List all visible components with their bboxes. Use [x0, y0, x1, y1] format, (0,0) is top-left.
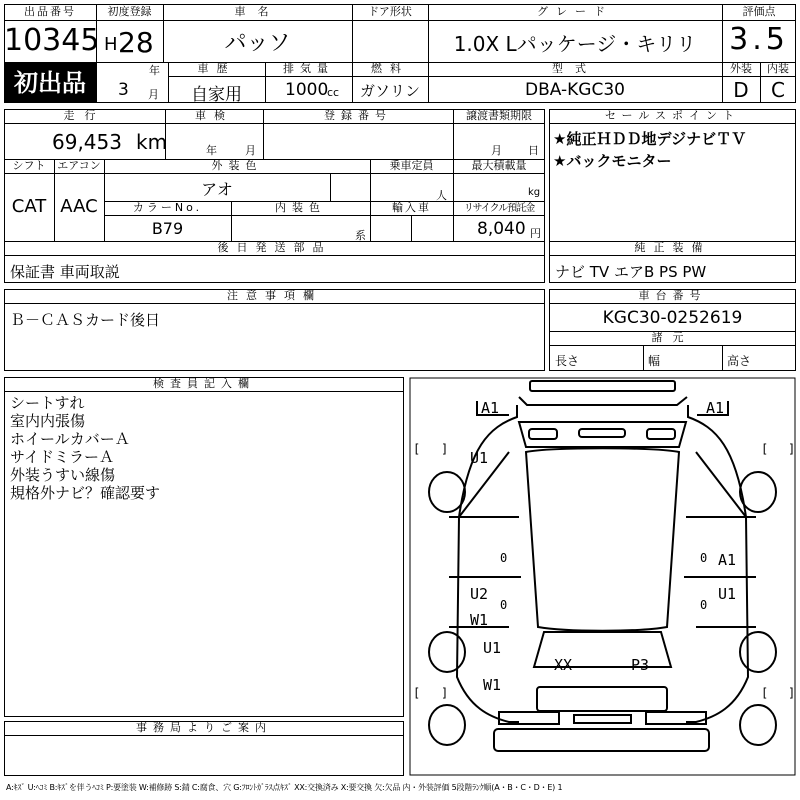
mileage: 69,453	[52, 130, 122, 154]
transfer-month-unit: 月	[491, 144, 502, 157]
mark-rear-left: XX	[554, 656, 573, 674]
color-number-label: カラーNo.	[132, 201, 203, 214]
vehicle-history: 自家用	[191, 85, 242, 105]
later-parts-label: 後日発送部品	[217, 241, 332, 254]
car-name: パッソ	[224, 31, 291, 56]
bracket-right-1: ]	[441, 442, 449, 456]
interior-label: 内装	[767, 62, 789, 75]
mark-left-rear-door-u2: U2	[470, 585, 489, 603]
length-label: 長さ	[555, 354, 580, 368]
mark-left-rear-fender-u1: U1	[483, 639, 502, 657]
shift-label: シフト	[12, 159, 46, 172]
fuel: ガソリン	[359, 82, 420, 100]
color-number: B79	[151, 219, 184, 238]
legend: A:ｷｽﾞ U:ﾍｺﾐ B:ｷｽﾞを伴うﾍｺﾐ P:要塗装 W:補修跡 S:錆 C:腐食、穴 G:ﾌﾛﾝﾄｶﾞﾗｽ点ｷｽﾞ XX:交換済み X:要交換 欠:欠品 内・外装評価 5段階ﾗﾝｸ順(A・B・C・D・E) 1	[6, 783, 563, 792]
bracket-left-4: [	[761, 686, 769, 700]
car-name-label: 車名	[234, 5, 281, 18]
recycle-label: リサイクル預託金	[463, 203, 535, 214]
door-label: ドア形状	[368, 5, 412, 18]
dimensions-label: 諸元	[651, 331, 694, 344]
mark-zero-right-front: 0	[700, 551, 708, 565]
color-label: 外装色	[211, 159, 263, 172]
yen-unit: 円	[530, 227, 541, 240]
max-load-label: 最大積載量	[471, 159, 527, 172]
displacement-unit: cc	[327, 86, 340, 99]
genuine-equipment-label: 純正装備	[634, 241, 711, 254]
fuel-label: 燃料	[371, 62, 409, 75]
history-label: 車歴	[197, 62, 236, 75]
model-code: DBA-KGC30	[525, 80, 625, 100]
bracket-right-2: ]	[788, 442, 796, 456]
registration-month: 3	[118, 80, 129, 100]
bracket-right-4: ]	[788, 686, 796, 700]
lot-number-label: 出品番号	[24, 5, 76, 18]
mark-front-right: A1	[706, 399, 725, 417]
transfer-label: 譲渡書類期限	[466, 109, 532, 122]
bracket-left-2: [	[761, 442, 769, 456]
sales-points-label: セールスポイント	[604, 109, 740, 122]
interior-color-unit: 系	[355, 229, 366, 242]
mark-zero-left-front: 0	[500, 551, 508, 565]
registration-year: 28	[118, 26, 154, 59]
mark-rear-right: P3	[631, 656, 650, 674]
month-unit: 月	[148, 88, 159, 101]
chassis-number: KGC30-0252619	[602, 308, 743, 328]
capacity-unit: 人	[436, 189, 447, 202]
width-label: 幅	[648, 354, 661, 368]
displacement-label: 排気量	[283, 62, 334, 75]
mileage-unit: km	[136, 130, 168, 154]
inspection-year-unit: 年	[206, 144, 217, 157]
lot-number: 10345	[4, 23, 100, 58]
inspection-label: 車検	[195, 109, 233, 122]
bracket-left-3: [	[413, 686, 421, 700]
later-parts: 保証書 車両取説	[10, 263, 120, 281]
mark-left-rear-fender-w1: W1	[483, 676, 502, 694]
interior-color-label: 内装色	[275, 201, 326, 214]
overall-score: 3.5	[729, 22, 789, 57]
height-label: 高さ	[727, 354, 752, 368]
first-registration-label: 初度登録	[107, 5, 152, 18]
max-load-unit: kg	[528, 187, 541, 198]
inspection-month-unit: 月	[245, 144, 256, 157]
grade-label: グレード	[537, 5, 613, 18]
capacity-label: 乗車定員	[389, 159, 434, 172]
aircon-label: エアコン	[57, 159, 101, 172]
mileage-label: 走行	[63, 109, 106, 122]
interior-score: C	[771, 78, 785, 102]
plate-label: 登録番号	[324, 109, 392, 122]
mark-front-left: A1	[481, 399, 500, 417]
bracket-left-1: [	[413, 442, 421, 456]
grade: 1.0X Lパッケージ・キリリ	[453, 32, 697, 56]
sales-points: ★純正ＨＤＤ地デジナビＴＶ ★バックモニター	[553, 130, 747, 170]
mark-right-rear-door: U1	[718, 585, 737, 603]
mark-zero-right-rear: 0	[700, 598, 708, 612]
mark-zero-left-rear: 0	[500, 598, 508, 612]
inspector-label: 検査員記入欄	[153, 377, 255, 390]
mark-left-fender: U1	[470, 449, 489, 467]
year-unit: 年	[149, 64, 160, 77]
mark-left-rear-door-w1: W1	[470, 611, 489, 629]
transfer-day-unit: 日	[528, 144, 539, 157]
first-listing-badge: 初出品	[14, 69, 86, 97]
exterior-label: 外装	[730, 62, 752, 75]
recycle-fee: 8,040	[477, 219, 526, 239]
notes: Ｂ－ＣＡＳカード後日	[10, 311, 161, 329]
inspector-notes: シートすれ 室内内張傷 ホイールカバーＡ サイドミラーＡ 外装うすい線傷 規格外ナビ？確認要す	[10, 394, 161, 502]
exterior-color: アオ	[201, 180, 233, 199]
score-label: 評価点	[742, 5, 776, 18]
exterior-score: D	[733, 78, 749, 102]
aircon: AAC	[60, 196, 98, 217]
chassis-label: 車台番号	[638, 289, 707, 302]
era-letter: H	[104, 34, 118, 55]
bracket-right-3: ]	[441, 686, 449, 700]
car-damage-diagram	[409, 377, 796, 776]
notes-label: 注意事項欄	[227, 289, 322, 302]
displacement: 1000	[285, 80, 329, 100]
mark-right-front-door: A1	[718, 551, 737, 569]
import-label: 輸入車	[392, 201, 431, 214]
office-label: 事務局よりご案内	[136, 721, 272, 734]
model-label: 型式	[552, 62, 598, 75]
genuine-equipment: ナビ TV エアB PS PW	[555, 263, 707, 281]
shift: CAT	[11, 196, 47, 217]
